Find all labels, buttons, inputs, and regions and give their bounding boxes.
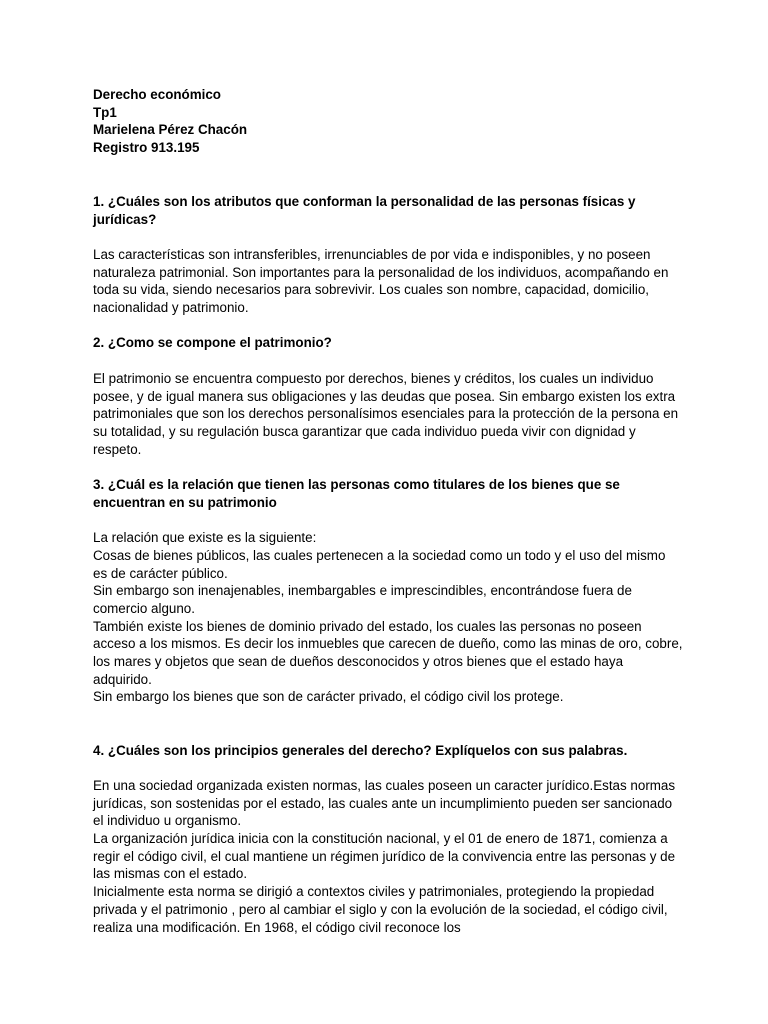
registration-number: Registro 913.195 bbox=[93, 140, 200, 156]
answer-2: El patrimonio se encuentra compuesto por derechos, bienes y créditos, los cuales un individuo posee, y de igual manera sus obligaciones y las deudas que posea. Sin embargo existen los extra patrimoniales que son los derechos personalísimos esenciales para la protección de la persona en su totalidad, y su regulación busca garantizar que cada individuo pueda vivir con dignidad y respeto. bbox=[93, 370, 679, 457]
question-3: 3. ¿Cuál es la relación que tienen las personas como titulares de los bienes que se encuentran en su patrimonio bbox=[93, 477, 620, 510]
answer-4-line: Inicialmente esta norma se dirigió a contextos civiles y patrimoniales, protegiendo la propiedad privada y el patrimonio , pero al cambiar el siglo y con la evolución de la sociedad, el código civil, realiza una modificación. En 1968, el código civil reconoce los bbox=[93, 884, 668, 935]
answer-3-line: También existe los bienes de dominio privado del estado, los cuales las personas no poseen acceso a los mismos. Es decir los inmuebles que carecen de dueño, como las minas de oro, cobre, los mares y objetos que sean de dueños desconocidos y otros bienes que el estado haya adquirido. bbox=[93, 618, 683, 687]
question-4: 4. ¿Cuáles son los principios generales del derecho? Explíquelos con sus palabras. bbox=[93, 742, 628, 758]
answer-3-line: Sin embargo los bienes que son de carácter privado, el código civil los protege. bbox=[93, 689, 564, 705]
answer-3-line: La relación que existe es la siguiente: bbox=[93, 530, 317, 546]
subject-title: Derecho económico bbox=[93, 87, 221, 102]
answer-4-line: La organización jurídica inicia con la constitución nacional, y el 01 de enero de 1871, comienza a regir el código civil, el cual mantiene un régimen jurídico de la convivencia entre las personas y de las mismas con el estado. bbox=[93, 831, 676, 882]
answer-1: Las características son intransferibles, irrenunciables de por vida e indisponibles, y no poseen naturaleza patrimonial. Son importantes para la personalidad de los individuos, acompañando en toda su vida, siendo necesarios para sobrevivir. Los cuales son nombre, capacidad, domicilio, nacionalidad y patrimonio. bbox=[93, 246, 669, 316]
question-1: 1. ¿Cuáles son los atributos que conforman la personalidad de las personas físicas y jurídicas? bbox=[93, 193, 636, 227]
student-name: Marielena Pérez Chacón bbox=[93, 122, 248, 138]
document-page bbox=[93, 86, 683, 936]
assignment-label: Tp1 bbox=[93, 104, 117, 120]
answer-3-line: Sin embargo son inenajenables, inembargables e imprescindibles, encontrándose fuera de comercio alguno. bbox=[93, 583, 632, 616]
question-2: 2. ¿Como se compone el patrimonio? bbox=[93, 335, 332, 351]
answer-4-line: En una sociedad organizada existen normas, las cuales poseen un caracter jurídico.Estas normas jurídicas, son sostenidas por el estado, las cuales ante un incumplimiento pueden ser sancionado el individuo u organismo. bbox=[93, 777, 676, 829]
answer-3-line: Cosas de bienes públicos, las cuales pertenecen a la sociedad como un todo y el uso del mismo es de carácter público. bbox=[93, 547, 666, 581]
